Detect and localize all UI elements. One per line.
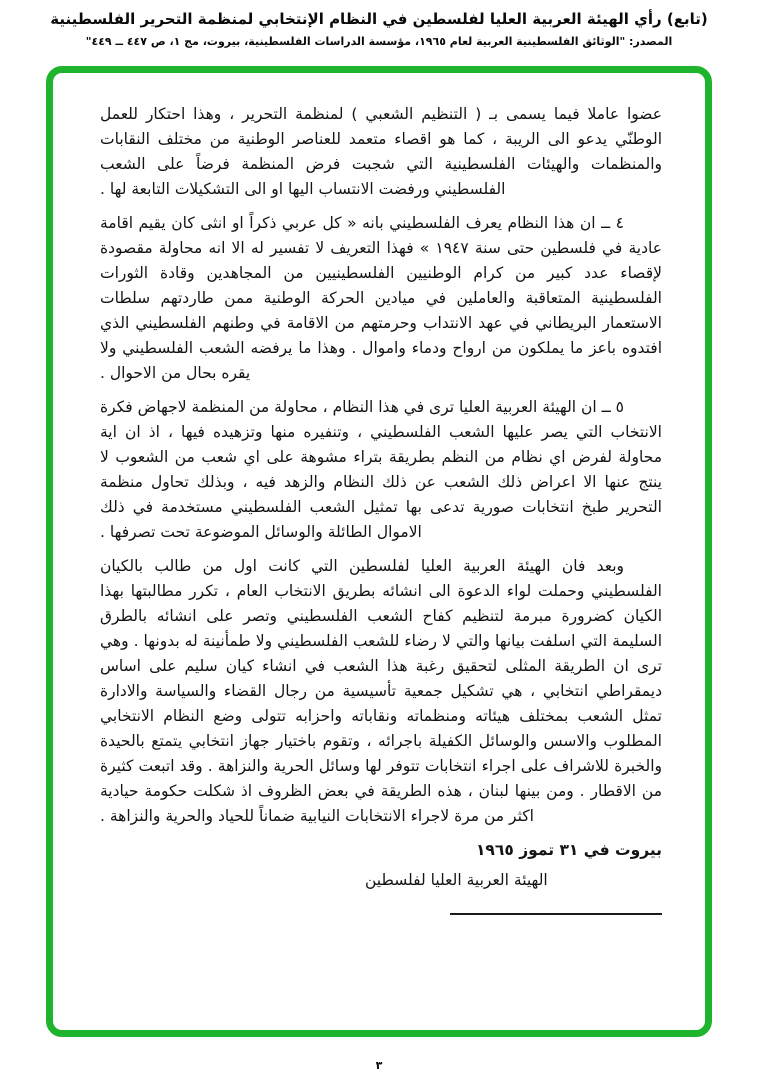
document-frame [46,66,712,1037]
page-number: ٣ [375,1059,383,1072]
date-line: بيروت في ٣١ تموز ١٩٦٥ [475,841,662,859]
signature-rule [450,913,662,915]
paragraph-closing: وبعد فان الهيئة العربية العليا لفلسطين التي كانت اول من طالب بالكيان الفلسطيني وحملت لواء الدعوة الى انشائه بطريق الانتخاب العام ، تكرر مطالبتها بهذا الكيان كضرورة مبرمة لتنظيم كفاح الشعب الفلسطيني وتصر على انشائه بالطرق السليمة التي اسلفت بيانها والتي لا رضاء للشعب الفلسطيني ولا طمأنينة له بدونها . وهي ترى ان الطريقة المثلى لتحقيق رغبة هذا الشعب في انشاء كيان سليم على اساس ديمقراطي انتخابي ، هي تشكيل جمعية تأسيسية من رجال القضاء والسياسة والادارة تمثل الشعب بمختلف هيئاته ومنظماته ونقاباته واحزابه تتولى وضع النظام الانتخابي المطلوب والاسس والوسائل الكفيلة باجرائه ، وتقوم باختيار جهاز انتخابي يتمتع بالحيدة والخبرة للاشراف على اجراء انتخابات تتوفر لها وسائل الحرية والنزاهة . وقد اتبعت كثيرة من الاقطار . ومن بينها لبنان ، هذه الطريقة في بعض الظروف اذ شكلت حكومة حيادية اكثر من مرة لاجراء الانتخابات النيابية ضماناً للحياد والحرية والنزاهة . [100,557,662,825]
signature-line: الهيئة العربية العليا لفلسطين [365,871,548,889]
page-header [40,10,718,48]
document-title: (تابع) رأي الهيئة العربية العليا لفلسطين في النظام الإنتخابي لمنظمة التحرير الفلسطينية [50,10,708,28]
document-body [60,80,698,1023]
paragraph-continuation: عضوا عاملا فيما يسمى بـ ( التنظيم الشعبي ) لمنظمة التحرير ، وهذا احتكار للعمل الوطنّي يدعو الى الريبة ، كما هو اقصاء متعمد للعناصر الوطنية من مختلف النقابات والمنظمات والهيئات الفلسطينية التي شجبت فرض المنظمة فرضاً على الشعب الفلسطيني ورفضت الانتساب اليها او الى التشكيلات التابعة لها . [100,105,662,198]
source-citation: المصدر: "الوثائق الفلسطينية العربية لعام ١٩٦٥، مؤسسة الدراسات الفلسطينية، بيروت، مج ١، ص ٤٤٧ ــ ٤٤٩" [85,35,673,48]
paragraph-item-4: ٤ ــ ان هذا النظام يعرف الفلسطيني بانه « كل عربي ذكراً او انثى كان يقيم اقامة عادية في فلسطين حتى سنة ١٩٤٧ » فهذا التعريف لا تفسير له الا انه محاولة مقصودة لإقصاء عدد كبير من كرام الوطنيين الفلسطينيين من المجاهدين وقادة الثورات الفلسطينية المتعاقبة والعاملين في ميادين الحركة الوطنية ممن طاردتهم سلطات الاستعمار البريطاني في عهد الانتداب وحرمتهم من الاقامة في وطنهم الفلسطيني الذي افتدوه باعز ما يملكون من ارواح ودماء واموال . وهذا ما يرفضه الشعب الفلسطيني ولا يقره بحال من الاحوال . [100,214,662,382]
paragraph-item-5: ٥ ــ ان الهيئة العربية العليا ترى في هذا النظام ، محاولة من المنظمة لاجهاض فكرة الانتخاب التي يصر عليها الشعب الفلسطيني ، وتنفيره منها وتزهيده فيها ، اذ ان اية محاولة لفرض اي نظام من النظم بطريقة بتراء مشوهة على اي شعب من الشعوب لا ينتج عنها الا اعراض ذلك الشعب عن ذلك النظام والزهد فيه ، وبذلك تحاول منظمة التحرير طبخ انتخابات صورية تدعى بها تمثيل الشعب الفلسطيني مستخدمة في ذلك الاموال الطائلة والوسائل الموضوعة تحت تصرفها . [100,398,662,541]
